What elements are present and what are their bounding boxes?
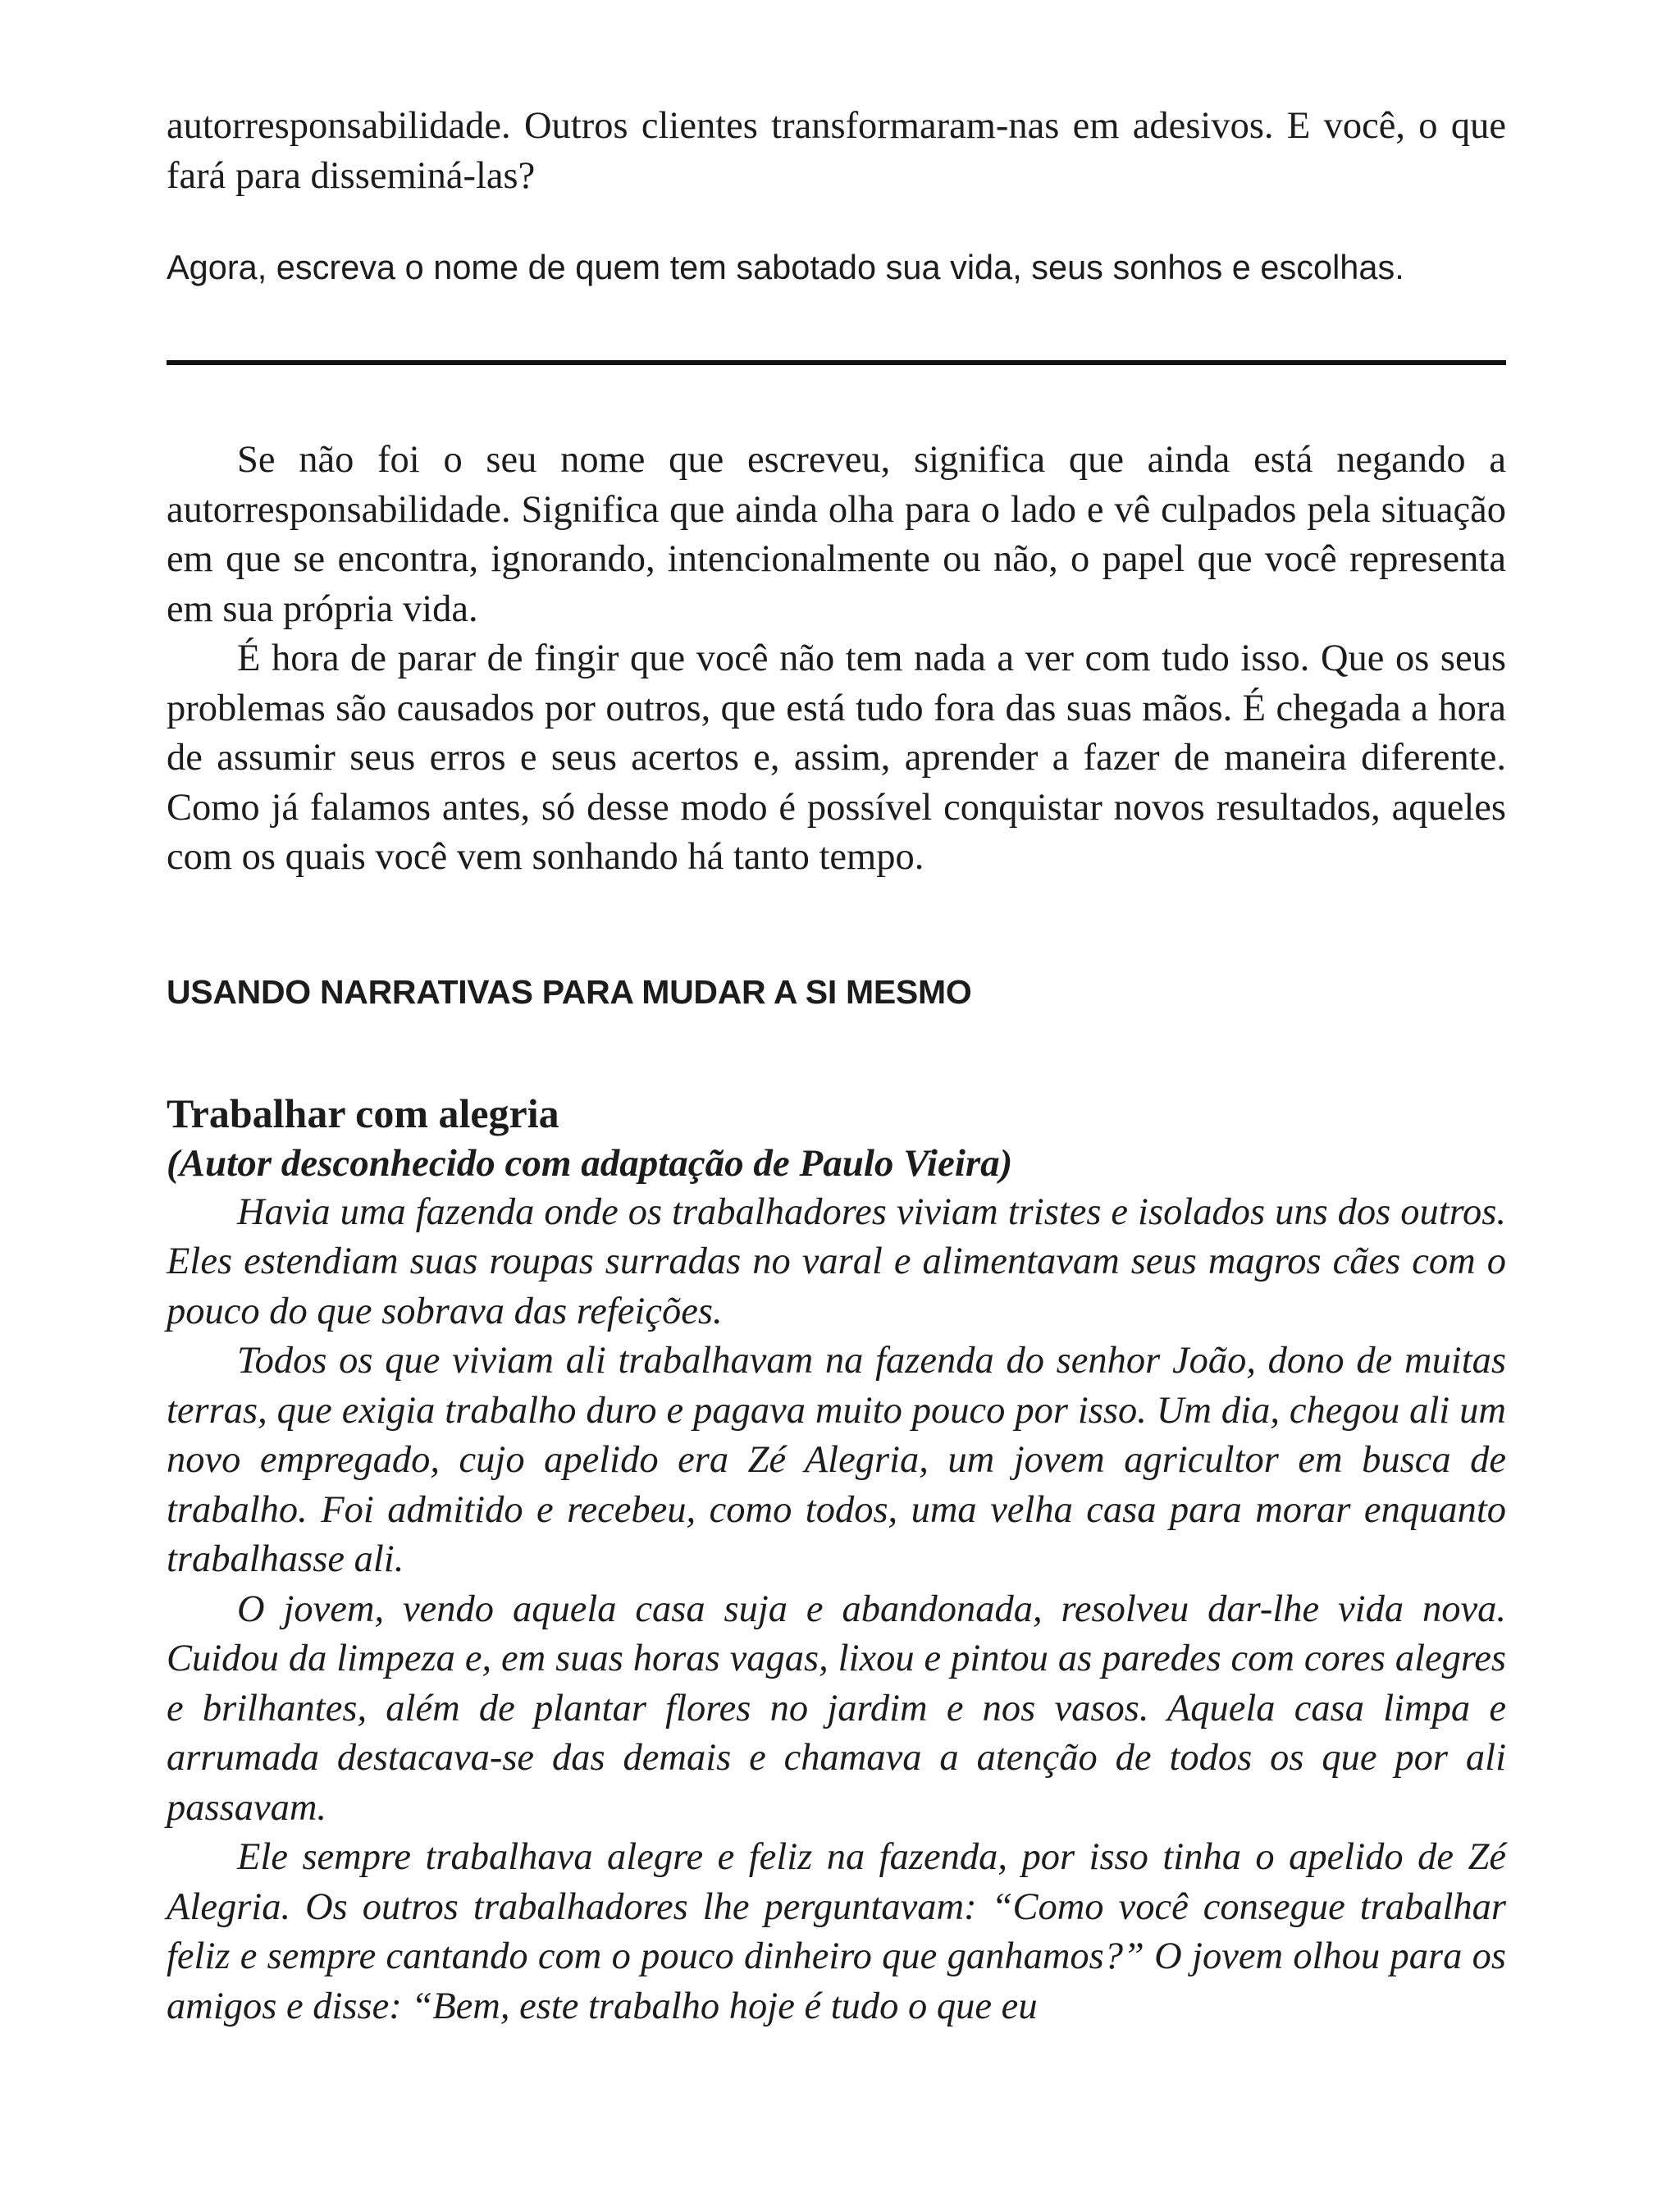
story-author: (Autor desconhecido com adaptação de Paulo Vieira) xyxy=(167,1141,1013,1185)
story-paragraph-1: Havia uma fazenda onde os trabalhadores viviam tristes e isolados uns dos outros. Eles estendiam suas roupas surradas no varal e alimentavam seus magros cães com o pouco do que sobrava das refeições. xyxy=(167,1190,1506,1332)
answer-line xyxy=(167,360,1506,365)
writing-prompt: Agora, escreva o nome de quem tem sabotado sua vida, seus sonhos e escolhas. xyxy=(167,248,1404,286)
story-paragraph-2: Todos os que viviam ali trabalhavam na fazenda do senhor João, dono de muitas terras, que exigia trabalho duro e pagava muito pouco por isso. Um dia, chegou ali um novo empregado, cujo apelido era Zé Alegria, um jovem agricultor em busca de trabalho. Foi admitido e recebeu, como todos, uma velha casa para morar enquanto trabalhasse ali. xyxy=(167,1340,1506,1580)
story-paragraph-4: Ele sempre trabalhava alegre e feliz na fazenda, por isso tinha o apelido de Zé Alegria. Os outros trabalhadores lhe perguntavam: “Como você consegue trabalhar feliz e sempre cantando com o pouco dinheiro que ganhamos?” O jovem olhou para os amigos e disse: “Bem, este trabalho hoje é tudo o que eu xyxy=(167,1836,1506,2027)
body-paragraph-1: Se não foi o seu nome que escreveu, significa que ainda está negando a autorresponsabilidade. Significa que ainda olha para o lado e vê culpados pela situação em que se encontra, ignorando, intencionalmente ou não, o papel que você representa em sua própria vida. xyxy=(167,439,1506,630)
body-paragraph-2: É hora de parar de fingir que você não tem nada a ver com tudo isso. Que os seus problemas são causados por outros, que está tudo fora das suas mãos. É chegada a hora de assumir seus erros e seus acertos e, assim, aprender a fazer de maneira diferente. Como já falamos antes, só desse modo é possível conquistar novos resultados, aqueles com os quais você vem sonhando há tanto tempo. xyxy=(167,637,1506,878)
section-heading: USANDO NARRATIVAS PARA MUDAR A SI MESMO xyxy=(167,972,972,1011)
intro-paragraph: autorresponsabilidade. Outros clientes transformaram-nas em adesivos. E você, o que fará para disseminá-las? xyxy=(167,105,1506,197)
story-title: Trabalhar com alegria xyxy=(167,1090,559,1136)
story-paragraph-3: O jovem, vendo aquela casa suja e abandonada, resolveu dar-lhe vida nova. Cuidou da limpeza e, em suas horas vagas, lixou e pintou as paredes com cores alegres e brilhantes, além de plantar flores no jardim e nos vasos. Aquela casa limpa e arrumada destacava-se das demais e chamava a atenção de todos os que por ali passavam. xyxy=(167,1588,1506,1829)
